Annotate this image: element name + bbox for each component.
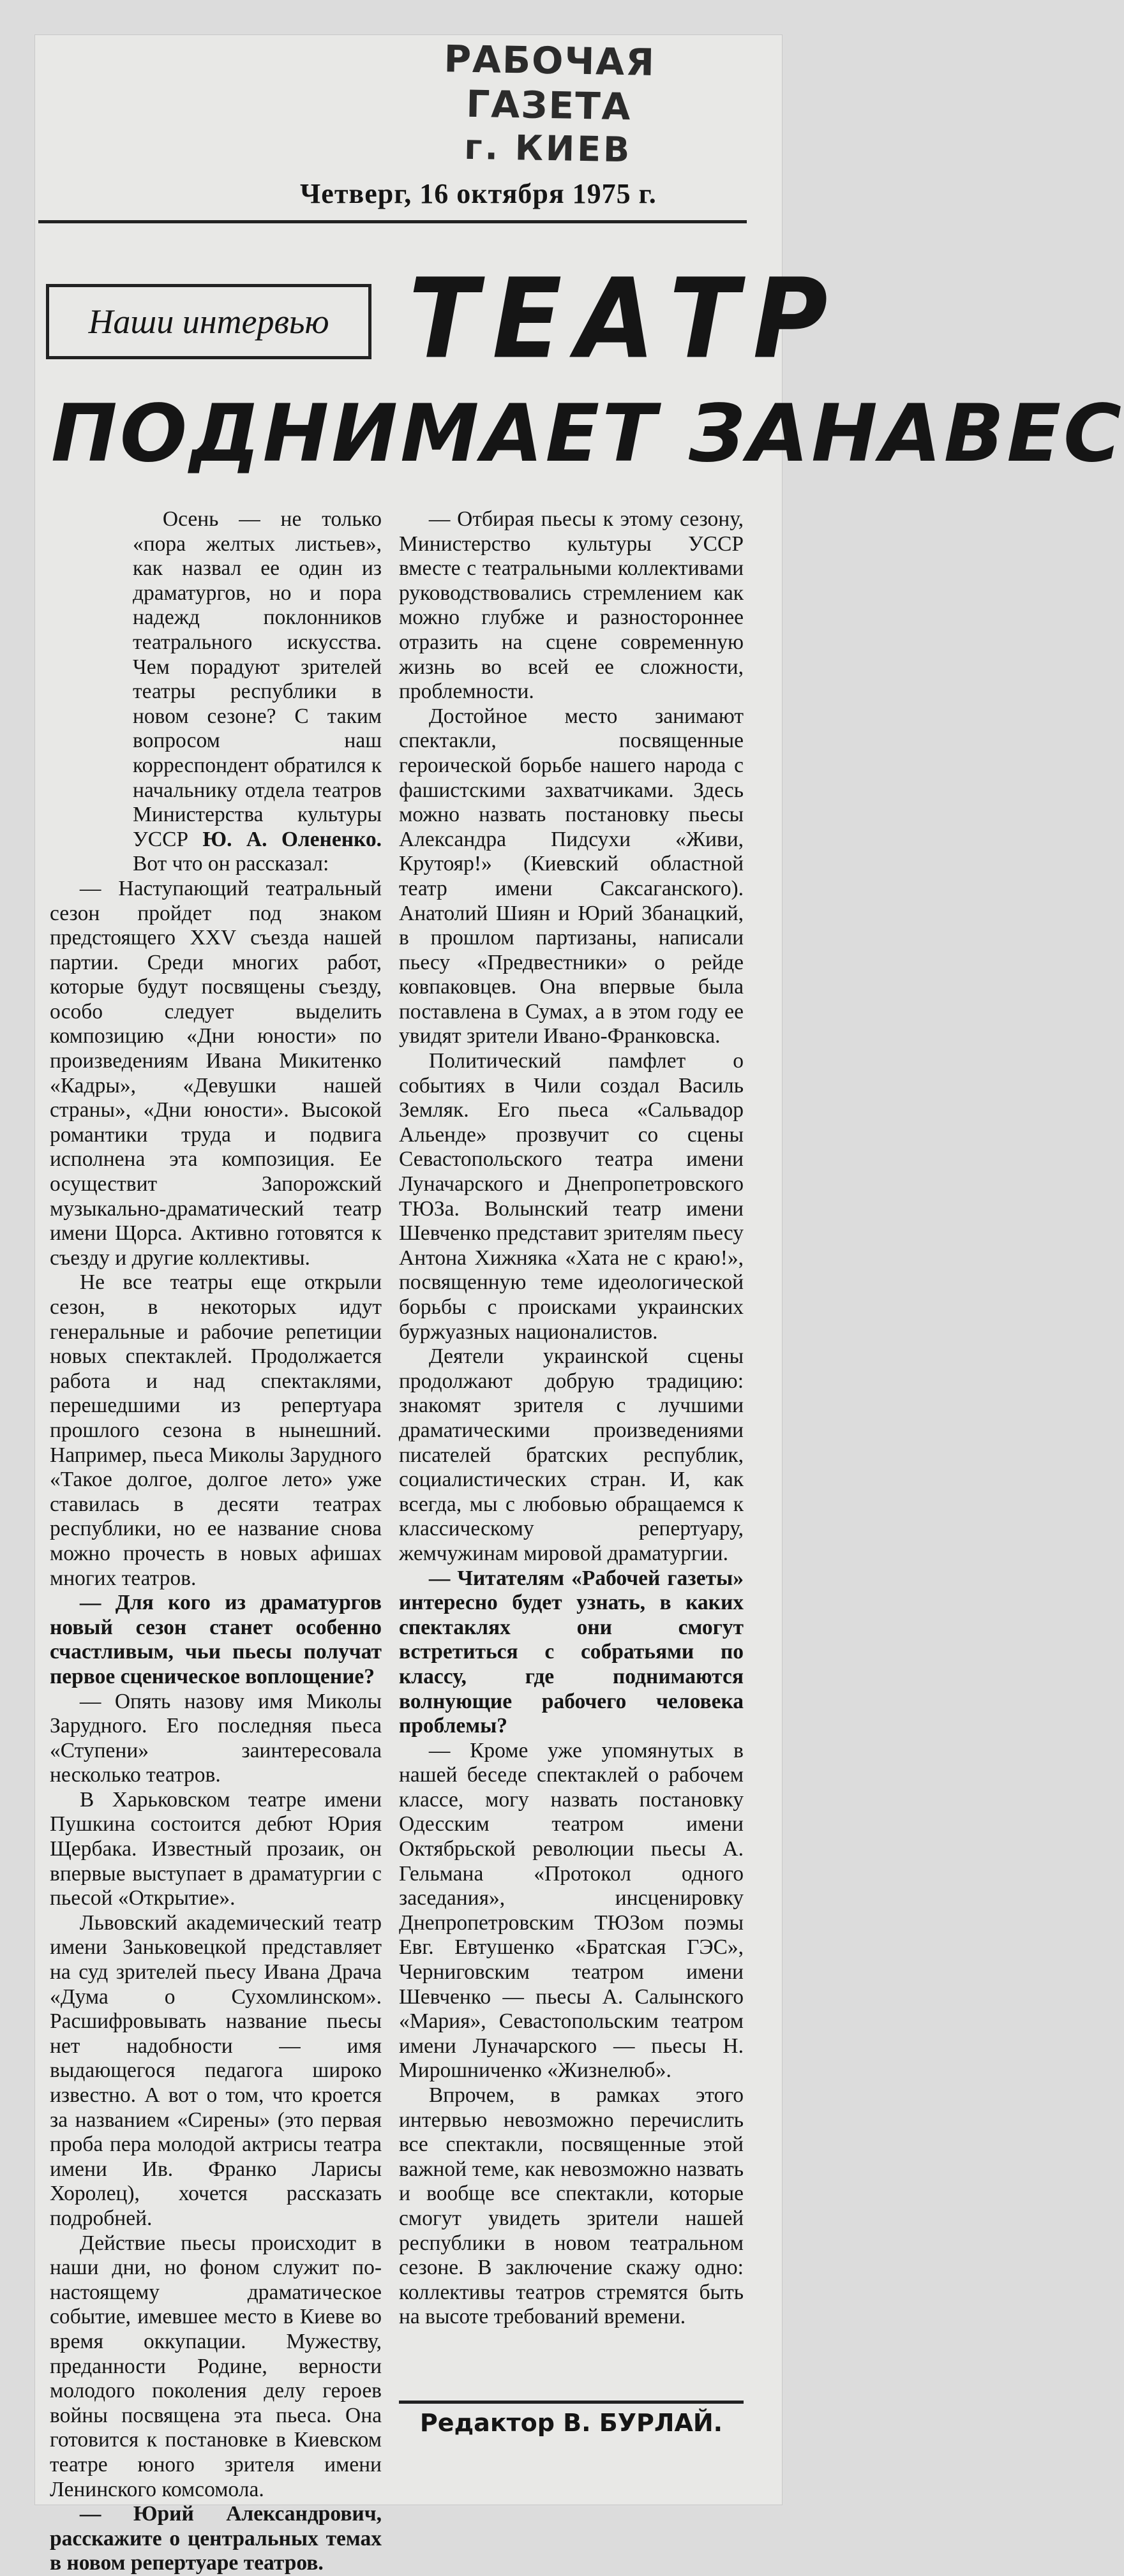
question: — Читателям «Рабочей газеты» интересно будет узнать, в каких спектаклях они смогут встретиться с собратьями по классу, где поднимаются волнующие рабочего человека проблемы?	[399, 1566, 744, 1738]
paragraph: Львовский академический театр имени Заньковецкой представляет на суд зрителей пьесу Ивана Драча «Дума о Сухомлинском». Расшифровывать название пьесы нет надобности — имя выдающегося педагога широко известно. А вот о том, что кроется за названием «Сирены» (это первая проба пера молодой актрисы театра имени Ив. Франко Ларисы Хоролец), хочется рассказать подробней.	[50, 1910, 382, 2230]
bottom-divider	[399, 2401, 744, 2404]
editor-signature: Редактор В. БУРЛАЙ.	[419, 2409, 723, 2437]
paragraph: Политический памфлет о событиях в Чили создал Василь Земляк. Его пьеса «Сальвадор Альенде» прозвучит со сцены Севастопольского театра имени Луначарского и Днепропетровского ТЮЗа. Волынский театр имени Шевченко представит зрителям пьесу Антона Хижняка «Хата не с краю!», посвященную теме идеологической борьбы с происками украинских буржуазных националистов.	[399, 1049, 744, 1344]
question: — Юрий Александрович, расскажите о центральных темах в новом репертуаре театров.	[50, 2502, 382, 2575]
paragraph: В Харьковском театре имени Пушкина состоится дебют Юрия Щербака. Известный прозаик, он впервые выступает в драматургии с пьесой «Открытие».	[50, 1787, 382, 1910]
paragraph: Деятели украинской сцены продолжают добрую традицию: знакомят зрителя с лучшими драматическими произведениями писателей братских республик, социалистических стран. И, как всегда, мы с любовью обращаемся к классическому репертуару, жемчужинам мировой драматургии.	[399, 1344, 744, 1565]
paragraph: — Кроме уже упомянутых в нашей беседе спектаклей о рабочем классе, могу назвать постановку Одесским театром имени Октябрьской революции пьесы А. Гельмана «Протокол одного заседания», инсценировку Днепропетровским ТЮЗом поэмы Евг. Евтушенко «Братская ГЭС», Черниговским театром имени Шевченко — пьесы А. Салынского «Мария», Севастопольским театром имени Луначарского — пьесы Н. Мирошниченко «Жизнелюб».	[399, 1738, 744, 2083]
top-divider	[38, 220, 747, 223]
article-lead	[133, 507, 382, 877]
rubric-label: Наши интервью	[88, 302, 329, 341]
paragraph: Достойное место занимают спектакли, посвященные героической борьбе нашего народа с фашистскими захватчиками. Здесь можно назвать постановку пьесы Александра Пидсухи «Живи, Крутояр!» (Киевский областной театр имени Саксаганского). Анатолий Шиян и Юрий Збанацкий, в прошлом партизаны, написали пьесу «Предвестники» о рейде ковпаковцев. Она впервые была поставлена в Сумах, а в этом году ее увидят зрители Ивано-Франковска.	[399, 704, 744, 1048]
issue-date: Четверг, 16 октября 1975 г.	[300, 178, 657, 209]
paragraph: — Опять назову имя Миколы Зарудного. Его последняя пьеса «Ступени» заинтересовала несколько театров.	[50, 1689, 382, 1787]
lead-text: Осень — не только «пора желтых листьев», как назвал ее один из драматургов, но и пора надежд поклонников театрального искусства. Чем порадуют зрителей театры республики в новом сезоне? С таким вопросом наш корреспондент обратился к начальнику отдела театров Министерства культуры УССР	[133, 507, 382, 851]
interviewee-name: Ю. А. Олененко.	[202, 827, 382, 851]
headline-line-2: ПОДНИМАЕТ ЗАНАВЕС	[51, 388, 1124, 480]
stamp-city: г. КИЕВ	[463, 126, 633, 170]
paragraph: Действие пьесы происходит в наши дни, но фоном служит по-настоящему драматическое событие, имевшее место в Киеве во время оккупации. Мужеству, преданности Родине, верности молодого поколения делу героев войны посвящена эта пьеса. Она готовится к постановке в Киевском театре юного зрителя имени Ленинского комсомола.	[50, 2231, 382, 2501]
question: — Для кого из драматургов новый сезон станет особенно счастливым, чьи пьесы получат первое сценическое воплощение?	[50, 1591, 382, 1688]
headline-line-1: ТЕАТР	[408, 254, 842, 383]
rubric-box	[46, 284, 371, 359]
lead-tail: Вот что он рассказал:	[133, 852, 329, 876]
paragraph: — Отбирая пьесы к этому сезону, Министерство культуры УССР вместе с театральными коллективами руководствовались стремлением как можно глубже и разностороннее отразить на сцене современную жизнь во всей ее сложности, проблемности.	[399, 507, 744, 704]
newspaper-stamp	[382, 35, 716, 172]
paragraph: Впрочем, в рамках этого интервью невозможно перечислить все спектакли, посвященные этой важной теме, как невозможно назвать и вообще все спектакли, которые смогут увидеть зрители нашей республики в новом театральном сезоне. В заключение скажу одно: коллективы театров стремятся быть на высоте требований времени.	[399, 2083, 744, 2329]
right-column	[399, 507, 744, 2330]
paragraph: Не все театры еще открыли сезон, в некоторых идут генеральные и рабочие репетиции новых спектаклей. Продолжается работа и над спектаклями, перешедшими из репертуара прошлого сезона в нынешний. Например, пьеса Миколы Зарудного «Такое долгое, долгое лето» уже ставилась в десяти театрах республики, но ее название снова можно прочесть в новых афишах многих театров.	[50, 1270, 382, 1590]
left-column	[50, 507, 382, 2576]
paragraph: — Наступающий театральный сезон пройдет под знаком предстоящего XXV съезда нашей партии. Среди многих работ, которые будут посвящены съезду, особо следует выделить композицию «Дни юности» по произведениям Ивана Микитенко «Кадры», «Девушки нашей страны», «Дни юности». Высокой романтики труда и подвига исполнена эта композиция. Ее осуществит Запорожский музыкально-драматический театр имени Щорса. Активно готовятся к съезду и другие коллективы.	[50, 876, 382, 1270]
stamp-newspaper-name: РАБОЧАЯ ГАЗЕТА	[443, 37, 656, 129]
